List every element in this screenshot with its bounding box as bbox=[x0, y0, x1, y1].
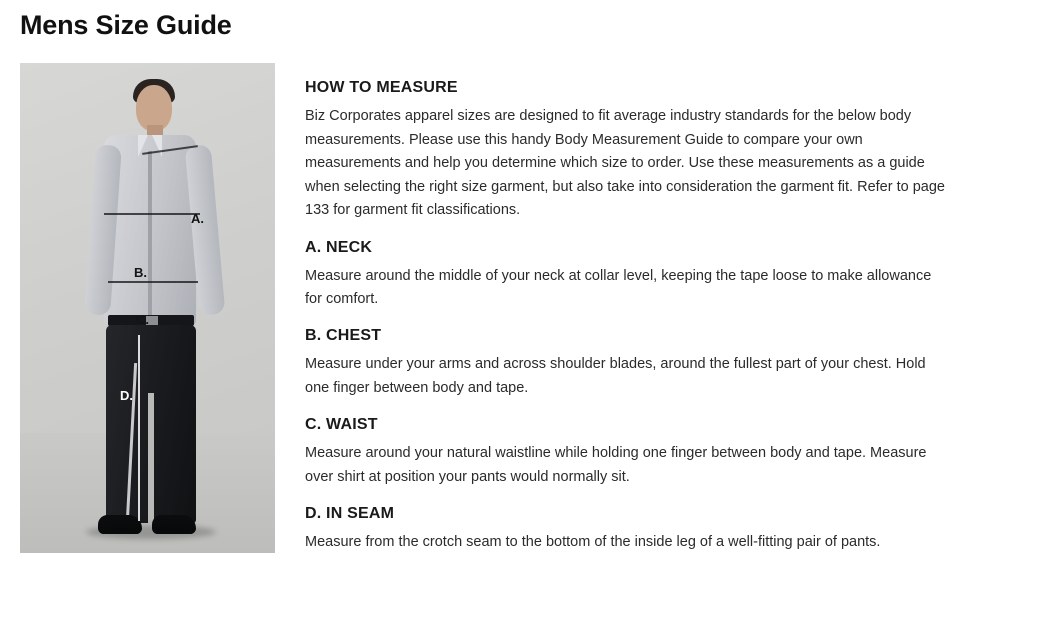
section-body: Measure around your natural waistline while holding one finger between body and tape. Measure over shirt at position your pants would normally sit. bbox=[305, 445, 927, 485]
section-how-to-measure bbox=[305, 79, 945, 222]
figure-label-c: C. bbox=[136, 312, 149, 328]
section-body: Measure from the crotch seam to the bottom of the inside leg of a well-fitting pair of pants. bbox=[305, 534, 881, 551]
figure-label-a: A. bbox=[191, 211, 204, 227]
section-body: Biz Corporates apparel sizes are designed to fit average industry standards for the below body measurements. Please use this handy Body Measurement Guide to compare your own measurements and help you determine which size to order. Use these measurements as a guide when selecting the right size garment, but also take into consideration the garment fit. Refer to page 133 for garment fit classifications. bbox=[305, 108, 945, 219]
section-in-seam bbox=[305, 505, 945, 554]
section-heading: HOW TO MEASURE bbox=[305, 79, 458, 97]
section-body: Measure under your arms and across shoulder blades, around the fullest part of your chest. Hold one finger between body and tape. bbox=[305, 356, 926, 396]
section-waist bbox=[305, 416, 945, 489]
section-heading: B. CHEST bbox=[305, 327, 382, 345]
section-chest bbox=[305, 327, 945, 400]
measure-line-waist bbox=[108, 281, 198, 283]
size-guide-figure-image bbox=[20, 63, 275, 553]
size-guide-content bbox=[20, 63, 1018, 555]
measure-line-chest bbox=[104, 213, 200, 215]
page-title: Mens Size Guide bbox=[20, 10, 232, 40]
model-shadow bbox=[86, 525, 216, 539]
section-body: Measure around the middle of your neck at collar level, keeping the tape loose to make allowance for comfort. bbox=[305, 267, 932, 307]
figure-label-b: B. bbox=[134, 265, 147, 281]
model-collar-right bbox=[152, 135, 162, 157]
section-neck bbox=[305, 239, 945, 312]
section-heading: A. NECK bbox=[305, 238, 373, 256]
section-heading: C. WAIST bbox=[305, 416, 378, 434]
model-shirt-placket bbox=[148, 151, 152, 323]
size-guide-page bbox=[0, 8, 1038, 629]
measure-line-inseam bbox=[138, 335, 140, 521]
figure-label-d: D. bbox=[120, 388, 133, 404]
model-illustration bbox=[20, 63, 275, 553]
size-guide-text-column bbox=[305, 63, 945, 555]
section-heading: D. IN SEAM bbox=[305, 505, 395, 523]
model-pant-gap bbox=[148, 393, 154, 523]
